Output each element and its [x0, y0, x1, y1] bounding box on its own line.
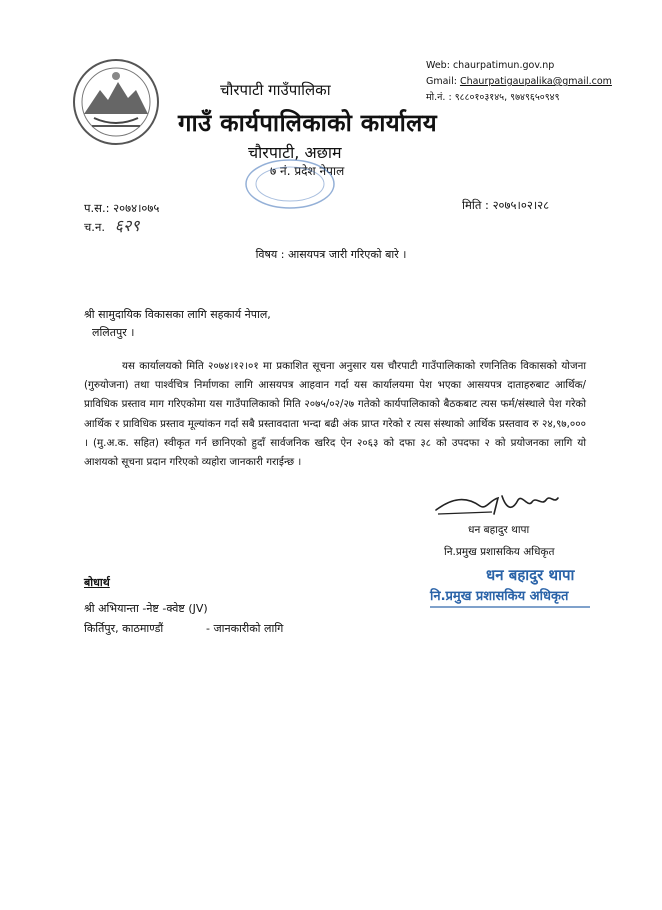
stamp-underline — [430, 606, 590, 608]
cc-address: किर्तिपुर, काठमाण्डौं — [84, 622, 164, 635]
phone-line — [426, 90, 612, 106]
web-value[interactable]: chaurpatimun.gov.np — [452, 60, 555, 71]
office-province: ७ नं. प्रदेश नेपाल — [270, 164, 345, 178]
gmail-label: Gmail: — [426, 76, 457, 87]
signatory-name: धन बहादुर थापा — [468, 524, 530, 536]
cc-recipient: श्री अभियान्ता -नेष्ट -क्वेष्ट (JV) — [84, 602, 208, 615]
handwritten-signature — [432, 488, 562, 522]
recipient-city: ललितपुर । — [92, 326, 135, 339]
stamp-title: नि.प्रमुख प्रशासकिय अधिकृत — [430, 589, 569, 604]
web-label: Web: — [426, 60, 450, 71]
web-line — [426, 58, 612, 74]
ps-label: प.स.: — [84, 201, 110, 215]
office-title: गाउँ कार्यपालिकाको कार्यालय — [178, 109, 437, 137]
cha-label: च.न. — [84, 220, 105, 234]
date-value: २०७५।०२।२८ — [492, 198, 550, 212]
gmail-line — [426, 74, 612, 90]
subject-line: विषय : आसयपत्र जारी गरिएको बारे । — [255, 248, 407, 261]
cha-value: ६२९ — [114, 216, 140, 235]
contact-block — [426, 58, 612, 106]
ps-line — [84, 199, 159, 217]
phone-value: ९८८०१०३१४५, ९७४९६५०९४९ — [454, 92, 560, 103]
recipient-block — [84, 306, 271, 342]
signatory-title: नि.प्रमुख प्रशासकिय अधिकृत — [444, 546, 555, 558]
date-line — [462, 198, 549, 213]
gmail-value[interactable]: Chaurpatigaupalika@gmail.com — [459, 76, 612, 87]
stamp-name: धन बहादुर थापा — [486, 566, 575, 584]
ps-value: २०७४।०७५ — [113, 201, 160, 215]
cc-heading: बोधार्थ — [84, 576, 110, 589]
nepal-emblem-icon — [70, 56, 162, 148]
reference-block — [84, 199, 159, 236]
office-address: चौरपाटी, अछाम — [248, 143, 342, 162]
letter-body: यस कार्यालयको मिति २०७४।१२।०१ मा प्रकाशित सूचना अनुसार यस चौरपाटी गाउँपालिकाको रणनितिक विकासको योजना (गुरुयोजना) तथा पार्श्वचित्र निर्माणका लागि आसयपत्र आहवान गर्दा यस कार्यालयमा पेश भएका आसयपत्र दाताहरुबाट आर्थिक/प्राविधिक प्रस्ताव माग गरिएकोमा यस गाउँपालिकाको मिति २०७५/०२/२७ गतेको कार्यपालिकाको बैठकबाट त्यस फर्म/संस्थाले पेश गरेको आर्थिक र प्राविधिक प्रस्ताव मूल्यांकन गर्दा सबै प्रस्तावदाता भन्दा बढी अंक प्राप्त गरेको र त्यस संस्थाको आर्थिक प्रस्तवाव रु २४,९७,००० । (मु.अ.क. सहित) स्वीकृत गर्न छानिएको हुदाँ सार्वजनिक खरिद ऐन २०६३ को दफा ३८ को उपदफा २ को प्रयोजनका लागि यो आशयको सूचना प्रदान गरिएको व्यहोरा जानकारी गराईन्छ । — [84, 360, 586, 469]
office-seal-stamp — [240, 154, 340, 210]
phone-label: मो.नं. : — [426, 92, 452, 103]
cc-purpose: - जानकारीको लागि — [206, 622, 284, 635]
cha-line — [84, 217, 159, 236]
date-label: मिति : — [462, 198, 489, 212]
office-name: चौरपाटी गाउँपालिका — [220, 81, 331, 99]
recipient-name: श्री सामुदायिक विकासका लागि सहकार्य नेपाल, — [84, 308, 271, 321]
